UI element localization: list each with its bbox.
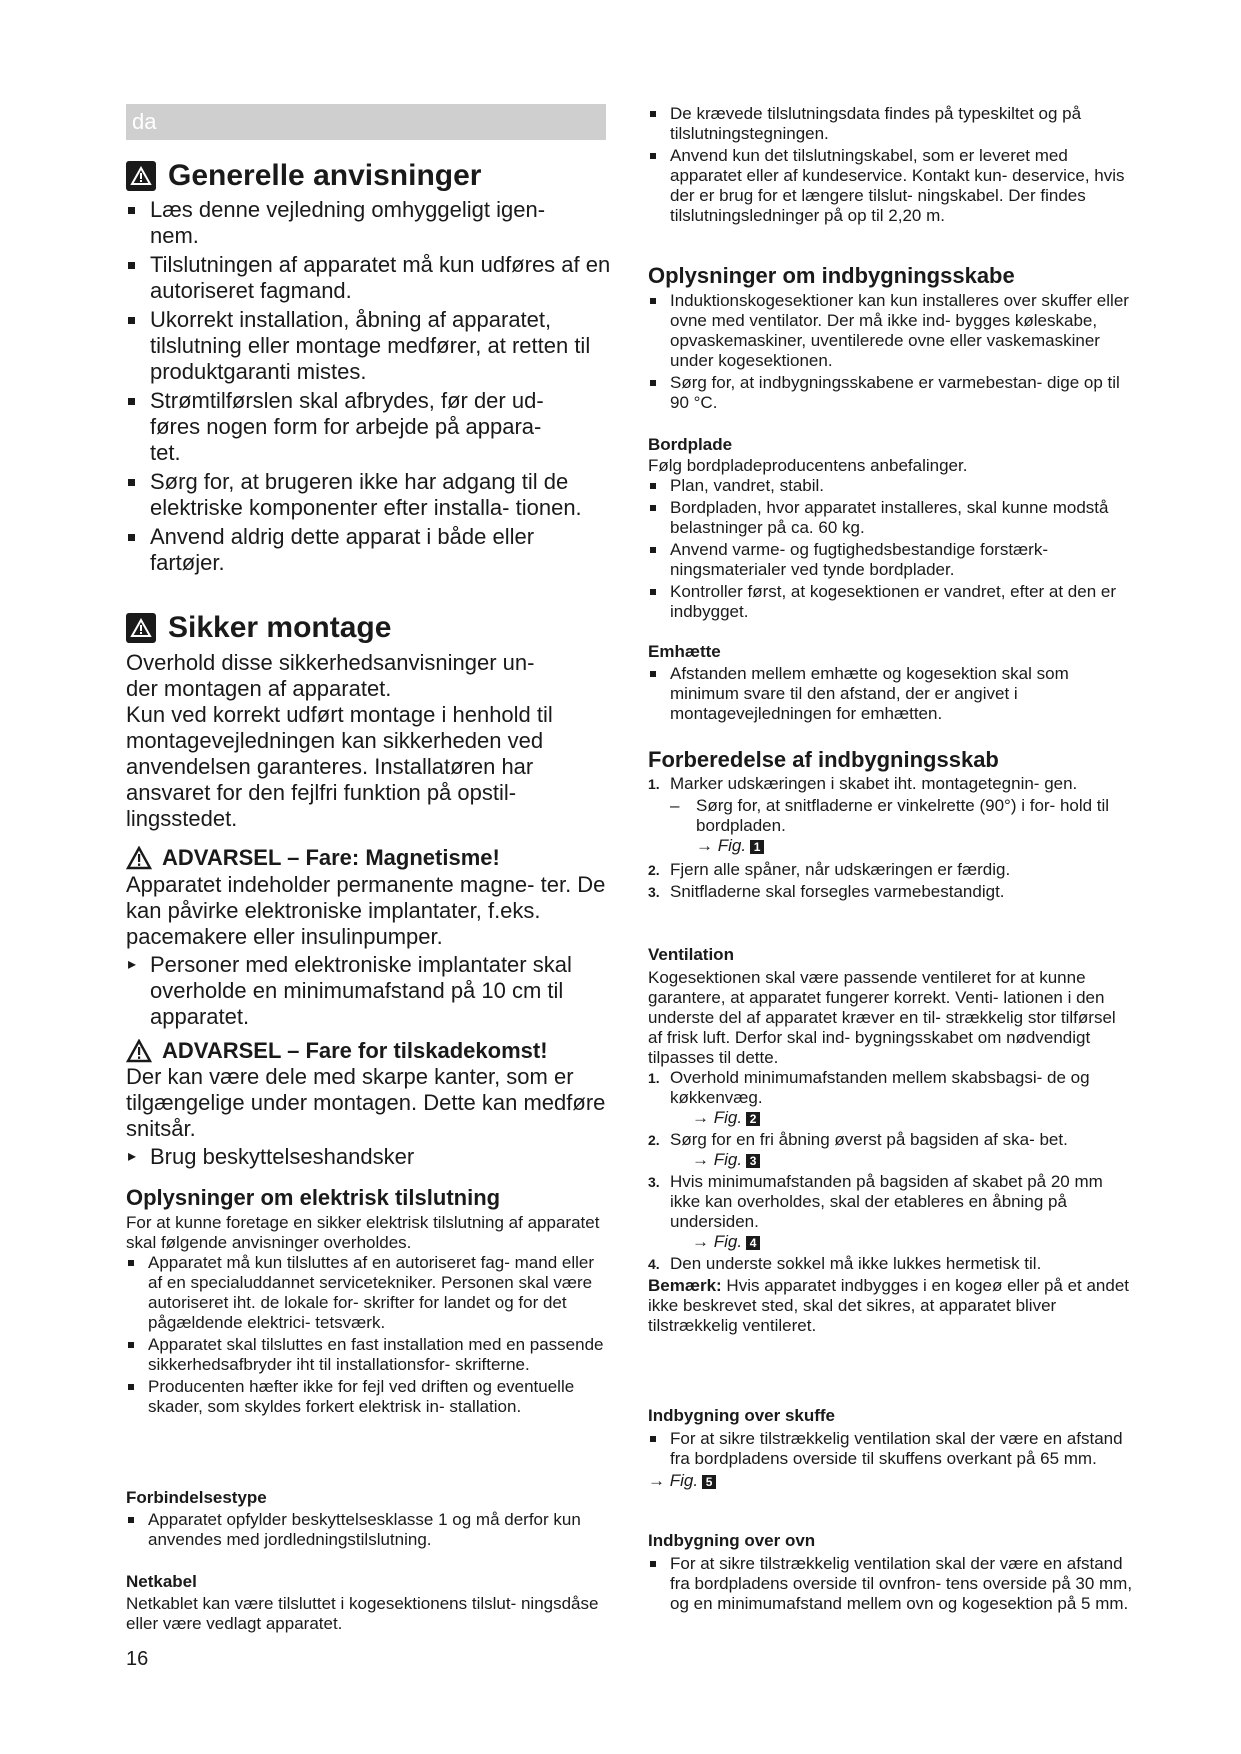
action-item: ▸ Personer med elektroniske implantater skal overholde en minimumafstand på 10 cm til apparatet. (126, 952, 611, 1030)
paragraph: Apparatet indeholder permanente magne- ter. De kan påvirke elektroniske implantater, f.eks. pacemakere eller insulinpumper. (126, 872, 606, 949)
warning-injury-heading: ADVARSEL – Fare for tilskadekomst! (126, 1037, 611, 1065)
warning-magnetism-body (126, 872, 611, 1033)
list-item: Producenten hæfter ikke for fejl ved driften og eventuelle skader, som skyldes forkert elektrisk in- stallation. (126, 1377, 611, 1417)
worktop-body (648, 456, 1133, 624)
general-heading: Generelle anvisninger (126, 158, 611, 194)
step-item: 4. Den underste sokkel må ikke lukkes hermetisk til. (648, 1254, 1042, 1273)
list-item: Ukorrekt installation, åbning af apparatet, tilslutning eller montage medfører, at retten til produktgaranti mistes. (126, 307, 611, 385)
caution-triangle-icon (126, 1039, 152, 1063)
step-item: 2. Fjern alle spåner, når udskæringen er færdig. (648, 860, 1011, 879)
list-item: Apparatet opfylder beskyttelsesklasse 1 og må derfor kun anvendes med jordledningstilslutning. (126, 1510, 611, 1550)
warning-injury-body (126, 1064, 611, 1173)
connection-type-body (126, 1510, 611, 1552)
mains-cable-body: Netkablet kan være tilsluttet i kogesektionens tilslut- ningsdåse eller være vedlagt apparatet. (126, 1594, 599, 1633)
list-item: Tilslutningen af apparatet må kun udføres af en autoriseret fagmand. (126, 252, 611, 304)
connection-continued (648, 104, 1133, 228)
list-item: Induktionskogesektioner kan kun installeres over skuffer eller ovne med ventilator. Der må ikke ind- bygges køleskabe, opvaskemaskiner, uventilerede ovne eller vaskemaskiner under kogesektionen. (648, 291, 1133, 371)
list-item: For at sikre tilstrækkelig ventilation skal der være en afstand fra bordpladens overside til ovnfron- tens overside på 30 mm, og en minimumafstand mellem ovn og kogesektion på 5 mm. (648, 1554, 1133, 1614)
connection-type-heading: Forbindelsestype (126, 1488, 267, 1507)
list-item: Strømtilførslen skal afbrydes, før der ud- føres nogen form for arbejde på appara- tet. (126, 388, 611, 466)
drawer-body (648, 1429, 1133, 1491)
paragraph: Følg bordpladeproducentens anbefalinger. (648, 456, 968, 475)
general-list (126, 197, 611, 579)
electrical-body (126, 1213, 611, 1419)
hood-heading: Emhætte (648, 642, 721, 661)
worktop-heading: Bordplade (648, 435, 733, 454)
step-item: 1. Overhold minimumafstanden mellem skabsbagsi- de og køkkenvæg. → Fig. 2 (648, 1068, 1133, 1128)
oven-heading: Indbygning over ovn (648, 1531, 816, 1550)
list-item: Bordpladen, hvor apparatet installeres, skal kunne modstå belastninger på ca. 60 kg. (648, 498, 1133, 538)
figure-reference: → Fig. 2 (670, 1108, 1133, 1128)
list-item: Sørg for, at indbygningsskabene er varmebestan- dige op til 90 °C. (648, 373, 1133, 413)
caution-triangle-icon (126, 846, 152, 870)
list-item: Sørg for, at brugeren ikke har adgang til de elektriske komponenter efter installa- tionen. (126, 469, 611, 521)
step-item: 3. Snitfladerne skal forsegles varmebestandigt. (648, 882, 1005, 901)
hood-body (648, 664, 1133, 726)
list-item: Kontroller først, at kogesektionen er vandret, efter at den er indbygget. (648, 582, 1133, 622)
drawer-heading: Indbygning over skuffe (648, 1406, 836, 1425)
warning-magnetism-heading: ADVARSEL – Fare: Magnetisme! (126, 844, 611, 872)
electrical-heading: Oplysninger om elektrisk tilslutning (126, 1185, 501, 1210)
ventilation-body (648, 968, 1133, 1336)
list-item: For at sikre tilstrækkelig ventilation skal der være en afstand fra bordpladens overside til skuffens overkant på 65 mm. (648, 1429, 1133, 1469)
paragraph: Kun ved korrekt udført montage i henhold til montagevejledningen kan sikkerheden ved anvendelsen garanteres. Installatøren har ansvaret for den fejlfri funktion på opstil- lingsstedet. (126, 702, 553, 831)
figure-reference: → Fig. 1 (648, 836, 1133, 856)
ventilation-heading: Ventilation (648, 945, 734, 964)
figure-number: 4 (746, 1236, 760, 1250)
list-item: Anvend aldrig dette apparat i både eller fartøjer. (126, 524, 611, 576)
mains-cable-heading: Netkabel (126, 1572, 197, 1591)
note: Bemærk: Hvis apparatet indbygges i en kogeø eller på et andet ikke beskrevet sted, skal det sikres, at apparatet bliver tilstrækkelig ventileret. (648, 1276, 1130, 1335)
figure-number: 1 (750, 840, 764, 854)
list-item: Afstanden mellem emhætte og kogesektion skal som minimum svare til den afstand, der er angivet i montagevejledningen for emhætten. (648, 664, 1133, 724)
safe-body (126, 650, 611, 832)
list-item: Apparatet må kun tilsluttes af en autoriseret fag- mand eller af en specialuddannet servicetekniker. Personen skal være autoriseret iht. de lokale for- skrifter for landet og for det pågældende elektrici- tetsværk. (126, 1253, 611, 1333)
figure-reference: → Fig. 4 (670, 1232, 1133, 1252)
list-item: Plan, vandret, stabil. (648, 476, 1133, 496)
paragraph: For at kunne foretage en sikker elektrisk tilslutning af apparatet skal følgende anvisninger overholdes. (126, 1213, 600, 1252)
warning-icon (126, 613, 156, 643)
page-number: 16 (126, 1648, 149, 1670)
figure-number: 2 (746, 1112, 760, 1126)
step-item: 3. Hvis minimumafstanden på bagsiden af skabet på 20 mm ikke kan overholdes, skal der etableres en åbning på undersiden. → Fig. 4 (648, 1172, 1133, 1252)
figure-number: 5 (702, 1475, 716, 1489)
paragraph: Overhold disse sikkerhedsanvisninger un- der montagen af apparatet. (126, 650, 535, 701)
paragraph: Der kan være dele med skarpe kanter, som er tilgængelige under montagen. Dette kan medføre snitsår. (126, 1064, 606, 1141)
list-item: Læs denne vejledning omhyggeligt igen- nem. (126, 197, 611, 249)
list-item: Anvend varme- og fugtighedsbestandige forstærk- ningsmaterialer ved tynde bordplader. (648, 540, 1133, 580)
list-item: De krævede tilslutningsdata findes på typeskiltet og på tilslutningstegningen. (648, 104, 1133, 144)
list-item: Apparatet skal tilsluttes en fast installation med en passende sikkerhedsafbryder iht til installationsfor- skrifterne. (126, 1335, 611, 1375)
sub-step: – Sørg for, at snitfladerne er vinkelrette (90°) i for- hold til bordpladen. (648, 796, 1133, 836)
paragraph: Kogesektionen skal være passende ventileret for at kunne garantere, at apparatet fungerer korrekt. Venti- lationen i den underste del af apparatet kræver en til- strækkelig stor tilførsel af frisk luft. Derfor skal ind- bygningsskabet om nødvendigt tilpasses til dette. (648, 968, 1116, 1067)
cabinets-heading: Oplysninger om indbygningsskabe (648, 263, 1015, 288)
step-item: 2. Sørg for en fri åbning øverst på bagsiden af ska- bet. → Fig. 3 (648, 1130, 1133, 1170)
language-tab (126, 104, 606, 140)
cabinets-body (648, 291, 1133, 415)
prep-heading: Forberedelse af indbygningsskab (648, 747, 999, 772)
list-item: Anvend kun det tilslutningskabel, som er leveret med apparatet eller af kundeservice. Kontakt kun- deservice, hvis der er brug for et længere tilslut- ningskabel. Der findes tilslutningsledninger på op til 2,20 m. (648, 146, 1133, 226)
warning-icon (126, 161, 156, 191)
figure-reference: → Fig. 5 (648, 1471, 1133, 1491)
prep-steps (648, 774, 1133, 904)
language-label: da (132, 109, 157, 134)
figure-number: 3 (746, 1154, 760, 1168)
action-item: ▸ Brug beskyttelseshandsker (126, 1144, 611, 1170)
step-item: 1. Marker udskæringen i skabet iht. montagetegnin- gen. (648, 774, 1078, 793)
oven-body (648, 1554, 1133, 1616)
safe-heading: Sikker montage (126, 610, 611, 646)
figure-reference: → Fig. 3 (670, 1150, 1133, 1170)
